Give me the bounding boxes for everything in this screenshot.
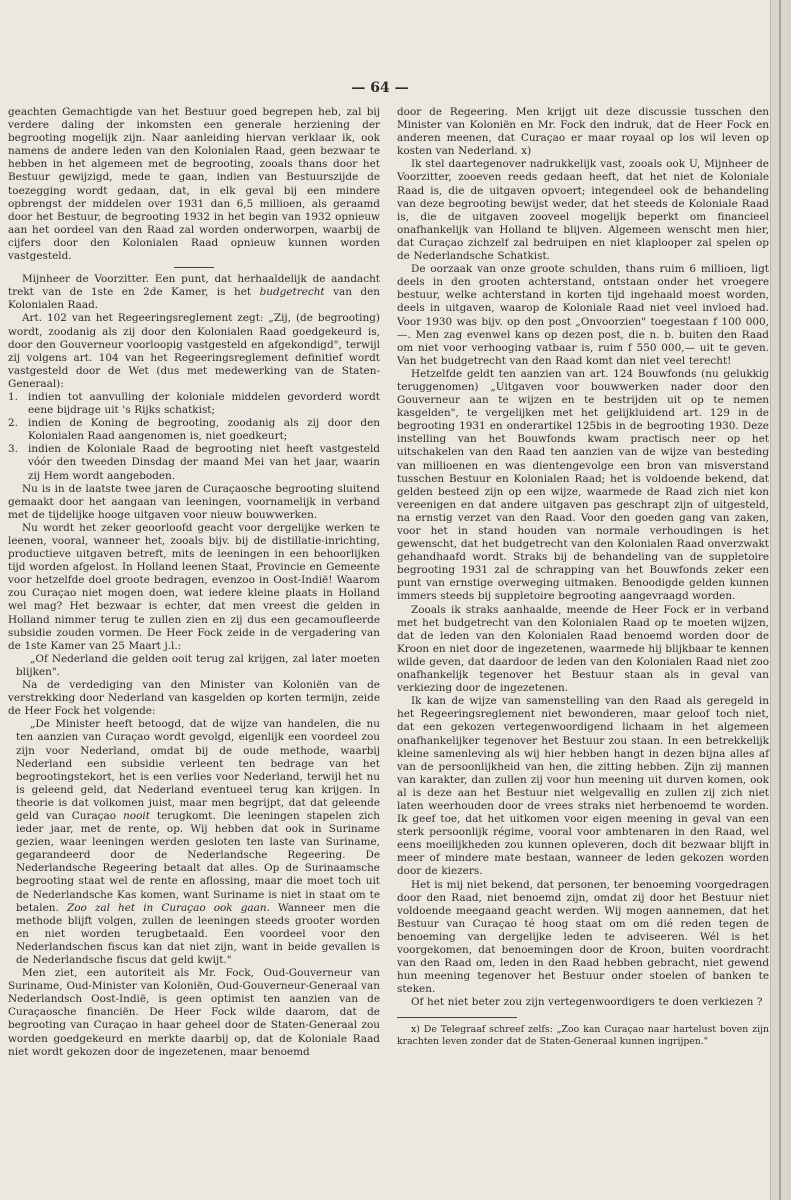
quotation: „Of Nederland die gelden ooit terug zal krijgen, zal later moeten blijken".: [16, 652, 380, 678]
quotation: [8, 718, 380, 967]
paragraph: Nu wordt het zeker geoorloofd geacht voor dergelijke werken te leenen, vooral, wanneer het, zooals bijv. bij de distillatie-inrichting, productieve uitgaven betreft, mits de leeningen in een behoorlijken tijd worden afgelost. In Holland leenen Staat, Provincie en Gemeente voor hetzelfde doel groote bedragen, evenzoo in Oost-Indië! Waarom zou Curaçao niet mogen doen, wat iedere kleine plaats in Holland wel mag? Het bezwaar is echter, dat men vreest die gelden in Holland nimmer terug te zullen zien en zij dus een gecamoufleerde subsidie zouden vormen. De Heer Fock zeide in de vergadering van de 1ste Kamer van 25 Maart j.l.:: [8, 521, 380, 652]
list-item: [8, 443, 380, 482]
paragraph: door de Regeering. Men krijgt uit deze discussie tusschen den Minister van Koloniën en Mr. Fock den indruk, dat de Heer Fock en anderen meenen, dat Curaçao er maar royaal op los wil leven op kosten van Nederland. x): [397, 106, 769, 158]
paragraph: Nu is in de laatste twee jaren de Curaçaosche begrooting sluitend gemaakt door het aangaan van leeningen, voornamelijk in verband met de tijdelijke hooge uitgaven voor nieuw bouwwerken.: [8, 482, 380, 521]
text-run: van den Kolonialen Raad.: [8, 286, 380, 312]
left-column: [8, 106, 380, 1059]
paragraph: [8, 273, 380, 312]
emphasis-text: budgetrecht: [259, 286, 325, 299]
list-text: indien tot aanvulling der koloniale middelen gevorderd wordt eene bijdrage uit 's Rijks schatkist;: [28, 390, 380, 417]
paragraph: De oorzaak van onze groote schulden, thans ruim 6 millioen, ligt deels in den grooten achterstand, ontstaan onder het vroegere bestuur, welke achterstand in korten tijd ingehaald moest worden, deels in uitgaven, waarop de Koloniale Raad niet veel invloed had. Voor 1930 was bijv. op den post „Onvoorzien" toegestaan f 100 000,—. Men zag evenwel kans op dezen post, die n. b. buiten den Raad om niet voor verhooging vatbaar is, ruim f 550 000,— uit te geven. Van het budgetrecht van den Raad komt dan niet veel terecht!: [397, 263, 769, 367]
section-divider: [174, 267, 214, 268]
text-run: „De Minister heeft betoogd, dat de wijze van handelen, die nu ten aanzien van Curaçao wordt gevolgd, eigenlijk een voordeel zou zijn voor Nederland, omdat bij de oude methode, waarbij Nederland een subsidie verleent ten bedrage van het begrootingstekort, het is een verlies voor Nederland, terwijl het nu is geleend geld, dat Nederland eventueel terug kan krijgen. In theorie is dat volkomen juist, maar men begrijpt, dat dat geleende geld van Curaçao: [16, 718, 380, 822]
list-number: 2.: [8, 417, 18, 430]
list-number: 3.: [8, 443, 18, 456]
text-run: Mijnheer de Voorzitter. Een punt, dat herhaaldelijk de aandacht trekt van de 1ste en 2de Kamer, is het: [8, 273, 380, 299]
text-run: terugkomt. Die leeningen stapelen zich ieder jaar, met de rente, op. Wij hebben dat ook in Suriname gezien, waar leeningen werden gesloten ten laste van Suriname, gegarandeerd door de Nederlandsche Regeering. De Nederlandsche Regeering betaalt dat alles. Op de Surinaamsche begrooting staat wel de rente en aflossing, maar die moet toch uit de Nederlandsche Kas komen, want Suriname is niet in staat om te betalen.: [16, 809, 380, 914]
paragraph: Men ziet, een autoriteit als Mr. Fock, Oud-Gouverneur van Suriname, Oud-Minister van Koloniën, Oud-Gouverneur-Generaal van Nederlandsch Oost-Indië, is geen optimist ten aanzien van de Curaçaosche financiën. De Heer Fock wilde daarom, dat de begrooting van Curaçao in haar geheel door de Staten-Generaal zou worden goedgekeurd en merkte daarbij op, dat de Koloniale Raad niet wordt gekozen door de ingezetenen, maar benoemd: [8, 967, 380, 1058]
paragraph: geachten Gemachtigde van het Bestuur goed begrepen heb, zal bij verdere daling der inkomsten een generale herziening der begrooting mogelijk zijn. Naar aanleiding hiervan verklaar ik, ook namens de andere leden van den Kolonialen Raad, geen bezwaar te hebben in het algemeen met de begrooting, zooals thans door het Bestuur gewijzigd, mede te gaan, indien van Bestuurszijde de toezegging wordt gedaan, dat, in elk geval bij een mindere opbrengst der middelen over 1931 dan 6,5 millioen, als geraamd door het Bestuur, de begrooting 1932 in het begin van 1932 opnieuw aan het oordeel van den Raad zal worden onderworpen, waarbij de cijfers door den Kolonialen Raad opnieuw kunnen worden vastgesteld.: [8, 106, 380, 263]
paragraph: Ik kan de wijze van samenstelling van den Raad als geregeld in het Regeeringsreglement niet bewonderen, maar geloof toch niet, dat een gekozen vertegenwoordigend lichaam in het algemeen onafhankelijker tegenover het Bestuur zou staan. In een betrekkelijk kleine samenleving als wij hier hebben hangt in dezen bijna alles af van de persoonlijkheid van hen, die zitting hebben. Zijn zij mannen van karakter, dan zullen zij voor hun meening uit durven komen, ook al is deze aan het Bestuur niet welgevallig en zullen zij zich niet laten weerhouden door de vrees straks niet herbenoemd te worden. Ik geef toe, dat het uitkomen voor eigen meening in geval van een sterk persoonlijk régime, vooral voor ambtenaren in den Raad, wel eens moeilijkheden zou kunnen opleveren, doch dit bezwaar blijft in meer of mindere mate bestaan, wanneer de leden gekozen worden door de kiezers.: [397, 695, 769, 878]
text-run: Wanneer men die methode blijft volgen, zullen de leeningen steeds grooter worden en niet worden terugbetaald. Een voordeel voor den Nederlandschen fiscus kan dat niet zijn, want in beide gevallen is de Nederlandsche fiscus dat geld kwijt.": [16, 901, 381, 966]
emphasis-text: nooit: [123, 809, 150, 822]
list-number: 1.: [8, 390, 18, 403]
numbered-list: [8, 391, 380, 483]
paragraph: Hetzelfde geldt ten aanzien van art. 124 Bouwfonds (nu gelukkig teruggenomen) „Uitgaven voor bouwwerken nader door den Gouverneur aan te wijzen en te bestrijden uit op te nemen kasgelden", te vergelijken met het gelijkluidend art. 129 in de begrooting 1931 en onderartikel 125bis in de begrooting 1930. Deze instelling van het Bouwfonds kwam practisch neer op het uitschakelen van den Raad ten aanzien van de wijze van besteding van millioenen en was dientengevolge een bron van misverstand tusschen Bestuur en Kolonialen Raad; het is voldoende bekend, dat gelden besteed zijn op een wijze, waarmede de Raad zich niet kon vereenigen en dat andere uitgaven pas geschrapt zijn of uitgesteld, na ernstig verzet van den Raad. Voor den goeden gang van zaken, voor het in stand houden van normale verhoudingen is het gewenscht, dat het budgetrecht van den Kolonialen Raad onverzwakt gehandhaafd wordt. Straks bij de behandeling van de suppletoire begrooting 1931 zal de schrapping van het Bouwfonds zeker een punt van ernstige overweging uitmaken. Benoodigde gelden kunnen immers steeds bij suppletoire begrooting aangevraagd worden.: [397, 367, 769, 603]
footnote-divider: [397, 1017, 517, 1018]
page-edge-line: [779, 0, 781, 1200]
paragraph: Zooals ik straks aanhaalde, meende de Heer Fock er in verband met het budgetrecht van den Kolonialen Raad op te moeten wijzen, dat de leden van den Kolonialen Raad benoemd worden door de Kroon en niet door de ingezetenen, waarmede hij blijkbaar te kennen wilde geven, dat daardoor de leden van den Kolonialen Raad niet zoo onafhankelijk tegenover het Bestuur staan als in geval van verkiezing door de ingezetenen.: [397, 603, 769, 695]
page-number: — 64 —: [351, 80, 409, 96]
paragraph: Het is mij niet bekend, dat personen, ter benoeming voorgedragen door den Raad, niet benoemd zijn, omdat zij door het Bestuur niet voldoende meegaand geacht werden. Wij mogen aannemen, dat het Bestuur van Curaçao té hoog staat om om dié reden tegen de benoeming van dergelijke leden te adviseeren. Wél is het voorgekomen, dat benoemingen door de Kroon, buiten voordracht van den Raad om, leden in den Raad hebben gebracht, niet gewend hun meening tegenover het Bestuur onder stoelen of banken te steken.: [397, 878, 769, 996]
paragraph: Of het niet beter zou zijn vertegenwoordigers te doen verkiezen ?: [411, 996, 763, 1009]
list-item: [8, 391, 380, 417]
footnote: x) De Telegraaf schreef zelfs: „Zoo kan Curaçao naar hartelust boven zijn krachten leven zonder dat de Staten-Generaal kunnen ingrijpen.": [397, 1024, 769, 1048]
paragraph: Art. 102 van het Regeeringsreglement zegt: „Zij, (de begrooting) wordt, zoodanig als zij door den Kolonialen Raad goedgekeurd is, door den Gouverneur voorloopig vastgesteld en afgekondigd", terwijl zij volgens art. 104 van het Regeeringsreglement definitief wordt vastgesteld door de Wet (dus met medewerking van de Staten-Generaal):: [8, 312, 380, 390]
right-column: [397, 106, 769, 1048]
list-text: indien de Koning de begrooting, zoodanig als zij door den Kolonialen Raad aangenomen is, niet goedkeurt;: [28, 417, 380, 443]
list-text: indien de Koloniale Raad de begrooting niet heeft vastgesteld vóór den tweeden Dinsdag der maand Mei van het jaar, waarin zij Hem wordt aangeboden.: [28, 443, 380, 482]
paragraph: Na de verdediging van den Minister van Koloniën van de verstrekking door Nederland van kasgelden op korten termijn, zeide de Heer Fock het volgende:: [8, 679, 380, 718]
emphasis-text: Zoo zal het in Curaçao ook gaan.: [66, 901, 270, 914]
paragraph: Ik stel daartegenover nadrukkelijk vast, zooals ook U, Mijnheer de Voorzitter, zooeven reeds gedaan heeft, dat het niet de Koloniale Raad is, die de uitgaven opvoert; integendeel ook de behandeling van deze begrooting bewijst weder, dat het steeds de Koloniale Raad is, die de uitgaven zooveel mogelijk beperkt om financieel onafhankelijk van Holland te blijven. Algemeen wenscht men hier, dat Curaçao zichzelf zal bedruipen en niet klaplooper zal spelen op de Nederlandsche Schatkist.: [397, 158, 769, 263]
list-item: [8, 417, 380, 443]
